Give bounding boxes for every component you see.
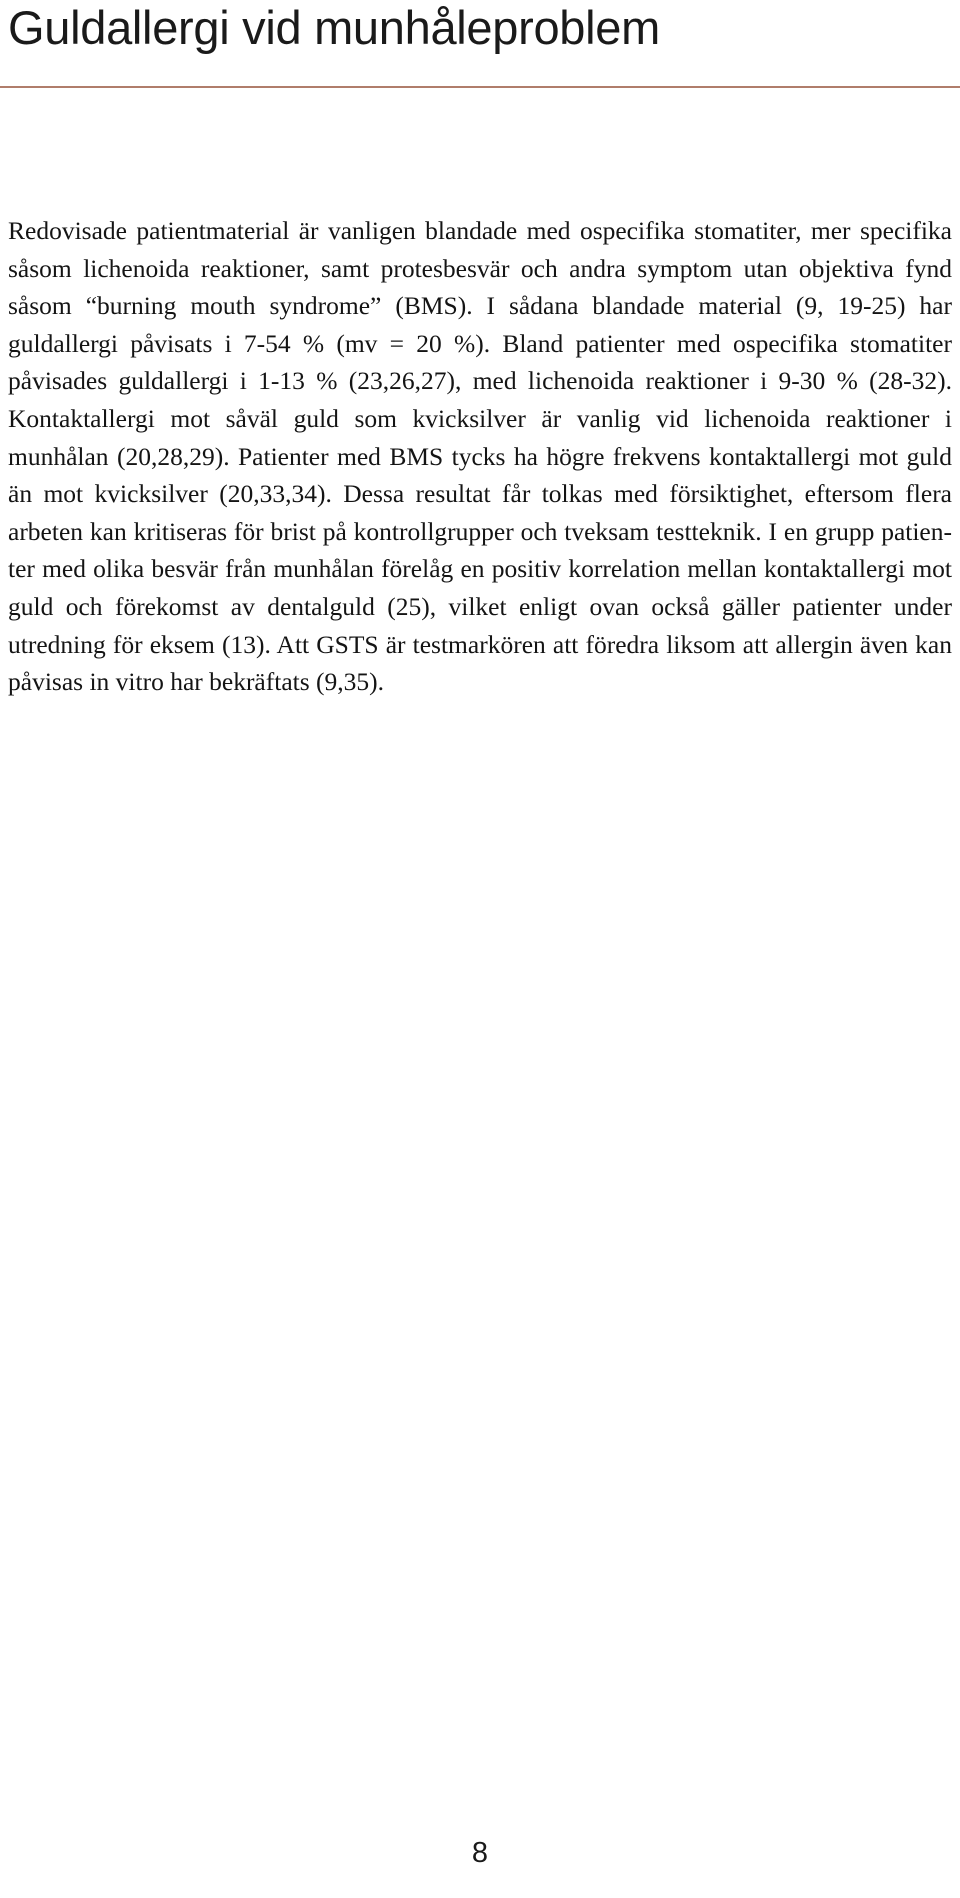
page-number: 8: [471, 1837, 489, 1869]
body-paragraph: Redovisade patientmaterial är vanligen blandade med ospecifika stomatiter, mer specifika såsom lichenoida reaktioner, samt protesbesvär och andra symptom utan objektiva fynd såsom “burning mouth syndrome” (BMS). I sådana blandade material (9, 19-25) har guldallergi påvisats i 7-54 % (mv = 20 %). Bland patienter med ospecifika stomatiter påvisades guldallergi i 1-13 % (23,26,27), med lichenoida reaktioner i 9-30 % (28-32). Kontaktallergi mot såväl guld som kvicksilver är vanlig vid lichenoida reaktioner i munhålan (20,28,29). Patienter med BMS tycks ha högre frekvens kontaktallergi mot guld än mot kvicksilver (20,33,34). Dessa resultat får tolkas med försiktighet, eftersom flera arbeten kan kritiseras för brist på kontrollgrupper och tveksam testteknik. I en grupp patienter med olika besvär från munhålan förelåg en positiv korrelation mellan kontaktallergi mot guld och förekomst av dentalguld (25), vilket enligt ovan också gäller patienter under utredning för eksem (13). Att GSTS är testmarkören att föredra liksom att allergin även kan påvisas in vitro har bekräftats (9,35).: [8, 216, 952, 697]
title-divider: [0, 86, 960, 88]
page-title: Guldallergi vid munhåleproblem: [8, 1, 660, 54]
